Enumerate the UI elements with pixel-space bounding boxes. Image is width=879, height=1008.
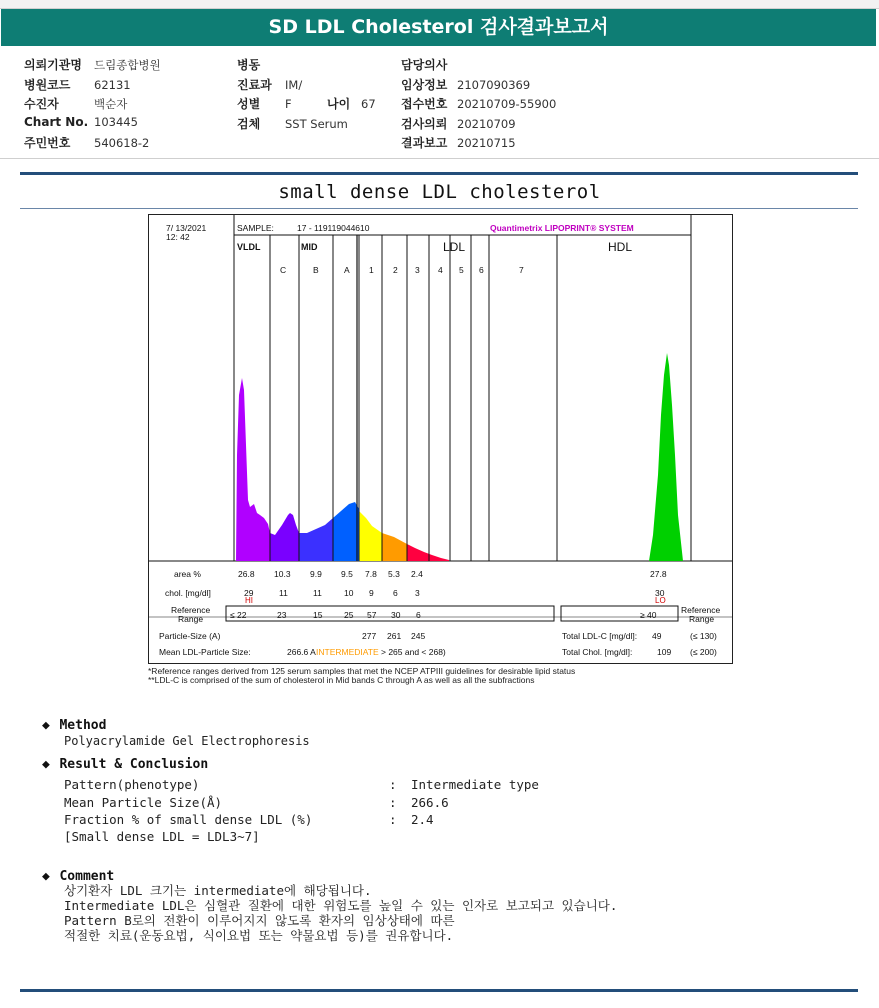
reference-range-box-hdl: [561, 606, 678, 621]
result-label: Mean Particle Size(Å): [64, 795, 223, 810]
result-value: Intermediate type: [411, 777, 539, 792]
result-section: [42, 753, 208, 772]
ldl1-fraction: [359, 511, 382, 561]
mid-b-fraction: [299, 518, 333, 561]
mean-size-class: INTERMEDIATE: [316, 647, 379, 657]
section-rule: [20, 172, 858, 175]
ref-hdl-value: ≥ 40: [640, 610, 657, 620]
info-value: 62131: [94, 77, 131, 92]
group-vldl: VLDL: [237, 242, 261, 252]
footnote: *Reference ranges derived from 125 serum samples that met the NCEP ATPIII guidelines for desirable lipid status: [148, 666, 576, 676]
group-mid: MID: [301, 242, 318, 252]
reference-label-right: Reference: [681, 605, 721, 615]
result-value: 266.6: [411, 795, 449, 810]
info-value: 103445: [94, 114, 138, 129]
chol-value: 3: [415, 588, 420, 598]
info-key: 검체: [237, 116, 261, 131]
band-label: 3: [415, 265, 420, 275]
comment-line: Pattern B로의 전환이 이루어지지 않도록 환자의 임상상태에 따른: [64, 913, 455, 928]
ldl2-fraction: [382, 533, 407, 561]
flag-low: LO: [655, 596, 666, 605]
total-ldl-ref: (≤ 130): [690, 631, 717, 641]
info-value: 2107090369: [457, 77, 531, 92]
age-value: 67: [361, 97, 376, 111]
info-value: F: [285, 97, 292, 111]
age-key: 나이: [327, 97, 351, 111]
chol-label: chol. [mg/dl]: [165, 588, 211, 598]
info-value: 20210715: [457, 136, 516, 150]
group-hdl: HDL: [608, 240, 633, 254]
info-key: 진료과: [237, 77, 272, 92]
total-chol-value: 109: [657, 647, 672, 657]
area-value: 26.8: [238, 569, 255, 579]
vldl-fraction: [236, 378, 270, 561]
chol-value: 6: [393, 588, 398, 598]
info-value: 백순자: [94, 97, 128, 111]
area-label: area %: [174, 569, 201, 579]
footnote: **LDL-C is comprised of the sum of cholesterol in Mid bands C through A as well as all the subfractions: [148, 675, 535, 685]
reference-label: Reference: [171, 605, 211, 615]
ref-value: 23: [277, 610, 287, 620]
particle-size-value: 277: [362, 631, 377, 641]
result-value: 2.4: [411, 812, 434, 827]
ref-value: ≤ 22: [230, 610, 247, 620]
report-date: 7/ 13/2021: [166, 223, 207, 233]
particle-size-label: Particle-Size (A): [159, 631, 221, 641]
info-key: 주민번호: [24, 136, 71, 150]
lipoprint-report: [148, 214, 733, 664]
band-label: C: [280, 265, 287, 275]
comment-line: 적절한 치료(운동요법, 식이요법 또는 약물요법 등)를 권유합니다.: [64, 928, 454, 943]
result-colon: :: [389, 812, 397, 827]
mid-a-fraction: [333, 502, 359, 561]
diamond-bullet-icon: ◆: [42, 718, 50, 733]
comment-line: Intermediate LDL은 심혈관 질환에 대한 위험도를 높일 수 있는 인자로 보고되고 있습니다.: [64, 898, 618, 913]
area-value: 9.9: [310, 569, 322, 579]
band-label: 1: [369, 265, 374, 275]
particle-size-value: 261: [387, 631, 402, 641]
mean-size-range: > 265 and < 268): [381, 647, 446, 657]
method-section: [42, 714, 106, 733]
info-key: 수진자: [24, 97, 59, 111]
ref-value: 6: [416, 610, 421, 620]
flag-high: HI: [245, 596, 253, 605]
particle-size-value: 245: [411, 631, 426, 641]
area-value: 9.5: [341, 569, 353, 579]
comment-heading: Comment: [59, 869, 115, 884]
mid-c-fraction: [270, 513, 299, 561]
band-label: 2: [393, 265, 398, 275]
info-key: 검사의뢰: [401, 116, 448, 131]
info-key: 담당의사: [401, 58, 448, 72]
report-time: 12: 42: [166, 232, 190, 242]
reference-label-right: Range: [689, 614, 715, 624]
band-label: 4: [438, 265, 443, 275]
chol-value: 10: [344, 588, 354, 598]
info-column-2: [237, 56, 376, 134]
sample-id: 17 - 119119044610: [297, 223, 370, 233]
result-note: [Small dense LDL = LDL3~7]: [64, 829, 260, 844]
info-column-1: [24, 56, 161, 154]
area-value: 2.4: [411, 569, 423, 579]
total-ldl-label: Total LDL-C [mg/dl]:: [562, 631, 638, 641]
comment-line: 상기환자 LDL 크기는 intermediate에 해당됩니다.: [64, 883, 372, 898]
info-key: 결과보고: [401, 136, 448, 150]
group-ldl: LDL: [443, 240, 466, 254]
reference-range-box: [226, 606, 554, 621]
result-label: Pattern(phenotype): [64, 777, 200, 792]
mean-size-label: Mean LDL-Particle Size:: [159, 647, 251, 657]
chol-value: 11: [279, 588, 288, 598]
diamond-bullet-icon: ◆: [42, 869, 50, 884]
info-value: IM/: [285, 77, 303, 92]
result-heading: Result & Conclusion: [59, 757, 209, 772]
info-key: 병원코드: [24, 77, 71, 92]
report-subtitle: small dense LDL cholesterol: [278, 181, 601, 203]
info-key: 의뢰기관명: [24, 58, 82, 72]
result-colon: :: [389, 795, 397, 810]
reference-label: Range: [178, 614, 204, 624]
info-key: 접수번호: [401, 97, 448, 111]
info-value: 540618-2: [94, 136, 150, 150]
result-label: Fraction % of small dense LDL (%): [64, 812, 313, 827]
window-top-strip: [0, 0, 879, 9]
chol-value: 11: [313, 588, 322, 598]
total-ldl-value: 49: [652, 631, 662, 641]
hdl-fraction: [649, 353, 683, 561]
ref-value: 15: [313, 610, 323, 620]
area-value: 10.3: [274, 569, 291, 579]
band-label: B: [313, 265, 319, 275]
area-value: 5.3: [388, 569, 400, 579]
section-rule-thin: [20, 208, 858, 209]
info-key: 임상정보: [401, 77, 448, 92]
method-text: Polyacrylamide Gel Electrophoresis: [64, 734, 310, 748]
method-heading: Method: [59, 718, 107, 733]
band-label: 5: [459, 265, 464, 275]
band-label: 6: [479, 265, 484, 275]
sample-label: SAMPLE:: [237, 223, 274, 233]
chol-value: 29: [244, 588, 254, 598]
info-value: 20210709-55900: [457, 97, 557, 111]
info-key: Chart No.: [24, 114, 89, 129]
mean-size-value: 266.6 A: [287, 647, 316, 657]
ref-value: 57: [367, 610, 377, 620]
info-value: SST Serum: [285, 116, 348, 131]
info-column-3: [401, 56, 556, 154]
diamond-bullet-icon: ◆: [42, 757, 50, 772]
lipoprint-chart: [149, 215, 732, 663]
bottom-rule: [20, 989, 858, 992]
info-value: 20210709: [457, 116, 516, 131]
page-title: SD LDL Cholesterol 검사결과보고서: [1, 9, 876, 46]
footnotes: [148, 667, 575, 685]
result-colon: :: [389, 777, 397, 792]
area-value: 7.8: [365, 569, 377, 579]
total-chol-ref: (≤ 200): [690, 647, 717, 657]
total-chol-label: Total Chol. [mg/dl]:: [562, 647, 633, 657]
band-label: A: [344, 265, 350, 275]
chol-value: 9: [369, 588, 374, 598]
ref-value: 25: [344, 610, 354, 620]
info-key: 성별: [237, 97, 261, 111]
ldl3-fraction: [407, 544, 449, 561]
info-divider: [0, 158, 879, 159]
chol-hdl-value: 30: [655, 588, 665, 598]
info-value: 드림종합병원: [94, 58, 161, 72]
lipoprint-system-logo: Quantimetrix LIPOPRINT® SYSTEM: [490, 223, 634, 233]
area-hdl-value: 27.8: [650, 569, 667, 579]
ref-value: 30: [391, 610, 401, 620]
band-label: 7: [519, 265, 524, 275]
info-key: 병동: [237, 58, 261, 72]
